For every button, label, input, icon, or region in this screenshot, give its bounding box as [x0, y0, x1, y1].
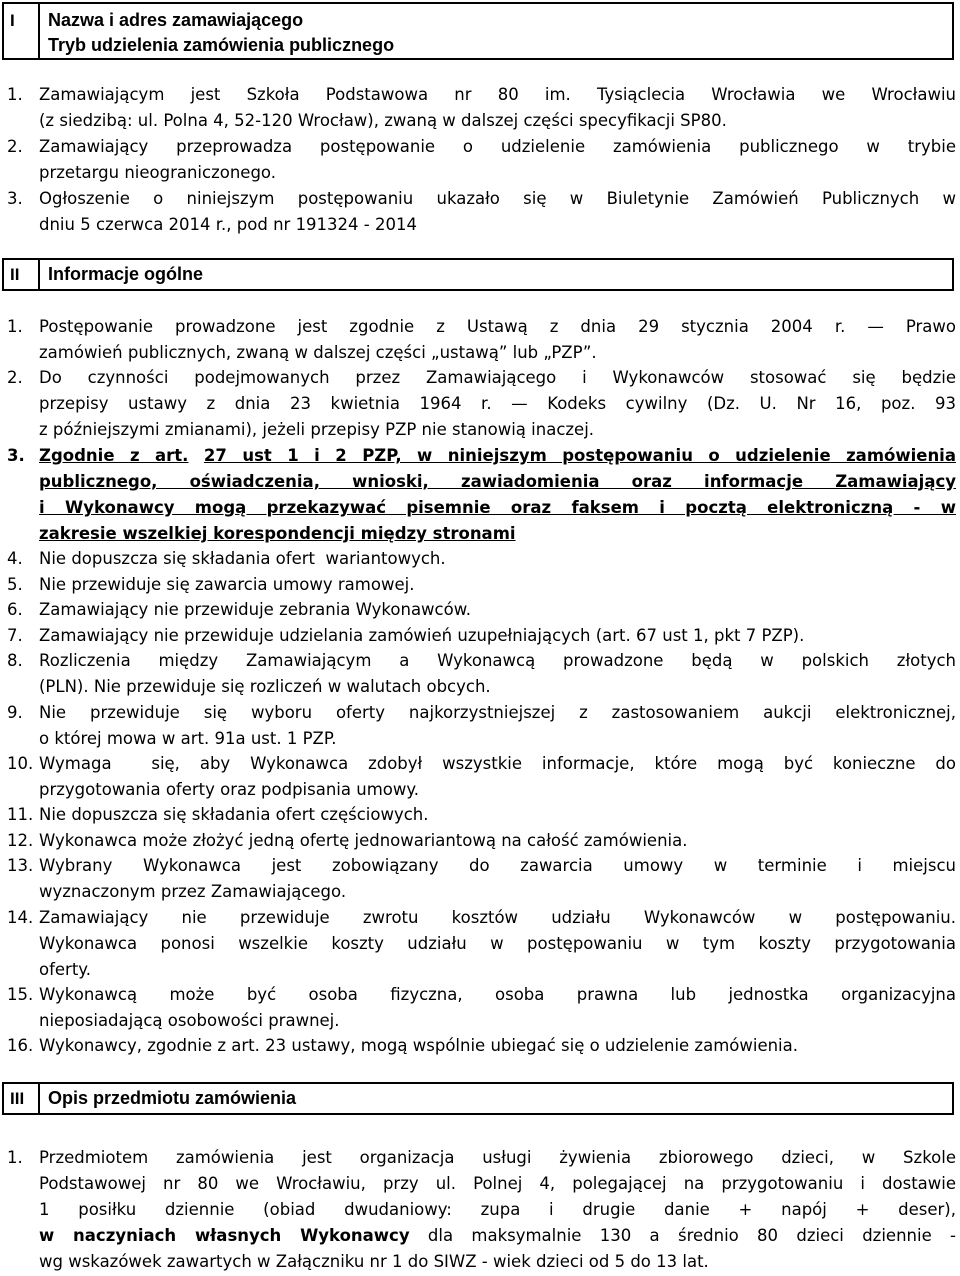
item-number: 13. [7, 856, 34, 875]
item-number: 14. [7, 908, 34, 927]
text-line: Zamawiający nie przewiduje zwrotu kosztów udziału Wykonawców w postępowaniu. [39, 908, 956, 927]
list-item [0, 623, 960, 649]
text-line: z późniejszymi zmianami), jeżeli przepisy PZP nie stanowią inaczej. [39, 420, 595, 439]
item-text [39, 1033, 960, 1059]
item-number: 4. [7, 549, 23, 568]
text-line: Nie przewiduje się wyboru oferty najkorzystniejszej z zastosowaniem aukcji elektronicznej, [39, 703, 956, 722]
text-line: Zamawiający nie przewiduje zebrania Wykonawców. [39, 600, 471, 619]
list-item [0, 905, 960, 983]
item-number: 3. [7, 189, 23, 208]
list-item [0, 1033, 960, 1059]
text-line: Rozliczenia między Zamawiającym a Wykonawcą prowadzone będą w polskich złotych [39, 651, 956, 670]
item-text [39, 546, 960, 572]
item-number: 6. [7, 600, 23, 619]
text-line: oferty. [39, 960, 91, 979]
text-line: (z siedzibą: ul. Polna 4, 52-120 Wrocław), zwaną w dalszej części specyfikacji SP80. [39, 111, 727, 130]
text-line: Zamawiający przeprowadza postępowanie o udzielenie zamówienia publicznego w trybie [39, 137, 956, 156]
text-line: przepisy ustawy z dnia 23 kwietnia 1964 r. — Kodeks cywilny (Dz. U. Nr 16, poz. 93 [39, 394, 956, 413]
text-line: Nie dopuszcza się składania ofert częściowych. [39, 805, 429, 824]
list-item [0, 828, 960, 854]
item-text [39, 597, 960, 623]
list-item [0, 572, 960, 598]
text-line: przetargu nieograniczonego. [39, 163, 276, 182]
section-header-1 [2, 2, 954, 60]
text-line: zamówień publicznych, zwaną w dalszej części „ustawą” lub „PZP”. [39, 343, 597, 362]
item-text [39, 802, 960, 828]
section-number: III [4, 1084, 40, 1113]
list-item [0, 751, 960, 803]
item-number: 3. [7, 446, 25, 465]
list-item [0, 186, 960, 238]
item-number: 9. [7, 703, 23, 722]
list-item [0, 82, 960, 134]
list-item [0, 365, 960, 443]
text-line: 27 ust 1 i 2 PZP, w niniejszym postępowaniu o udzielenie zamówienia [203, 446, 956, 465]
section-title-line: Nazwa i adres zamawiającego [48, 10, 304, 30]
text-line: Postępowanie prowadzone jest zgodnie z Ustawą z dnia 29 stycznia 2004 r. — Prawo [39, 317, 956, 336]
item-number: 2. [7, 137, 23, 156]
item-number: 12. [7, 831, 34, 850]
item-text [39, 314, 960, 366]
item-text [39, 1145, 960, 1275]
item-text [39, 365, 960, 443]
item-number: 11. [7, 805, 34, 824]
text-line: Zamawiający nie przewiduje udzielania zamówień uzupełniających (art. 67 ust 1, pkt 7 PZP). [39, 626, 805, 645]
item-number: 5. [7, 575, 23, 594]
item-text [39, 905, 960, 983]
text-line: i Wykonawcy mogą przekazywać pisemnie oraz faksem i pocztą elektroniczną - w [39, 498, 956, 517]
item-number: 15. [7, 985, 34, 1004]
item-text [39, 700, 960, 752]
list-item [0, 546, 960, 572]
item-number: 10. [7, 754, 34, 773]
text-line: 1 posiłku dziennie (obiad dwudaniowy: zupa i drugie danie + napój + deser), [39, 1200, 956, 1219]
list-item [0, 314, 960, 366]
bold-text: w naczyniach własnych Wykonawcy [39, 1226, 410, 1245]
text-line: Nie dopuszcza się składania ofert wariantowych. [39, 549, 446, 568]
item-text [39, 982, 960, 1034]
text-line: dla maksymalnie 130 a średnio 80 dzieci dziennie - [409, 1226, 956, 1245]
text-line: Wymaga się, aby Wykonawca zdobył wszystkie informacje, które mogą być konieczne do [39, 754, 956, 773]
list-item [0, 853, 960, 905]
text-line: wyznaczonym przez Zamawiającego. [39, 882, 347, 901]
item-number: 7. [7, 626, 23, 645]
item-text [39, 623, 960, 649]
section-number: I [4, 4, 40, 58]
text-line: Wybrany Wykonawca jest zobowiązany do zawarcia umowy w terminie i miejscu [39, 856, 956, 875]
item-text [39, 751, 960, 803]
item-text [39, 186, 960, 238]
text-line: wg wskazówek zawartych w Załączniku nr 1 do SIWZ - wiek dzieci od 5 do 13 lat. [39, 1252, 709, 1271]
list-item [0, 802, 960, 828]
item-text [39, 82, 960, 134]
text-line: publicznego, oświadczenia, wnioski, zawiadomienia oraz informacje Zamawiający [39, 472, 956, 491]
text-line: Przedmiotem zamówienia jest organizacja usługi żywienia zbiorowego dzieci, w Szkole [39, 1148, 956, 1167]
section-title [40, 4, 394, 58]
item-number: 16. [7, 1036, 34, 1055]
item-text [39, 443, 960, 547]
item-number: 1. [7, 317, 23, 336]
text-line: zakresie wszelkiej korespondencji między stronami [39, 524, 516, 543]
text-line: nieposiadającą osobowości prawnej. [39, 1011, 340, 1030]
text-line: (PLN). Nie przewiduje się rozliczeń w walutach obcych. [39, 677, 491, 696]
item-number: 8. [7, 651, 23, 670]
item-text [39, 572, 960, 598]
section-title: Informacje ogólne [48, 264, 204, 284]
text-line: przygotowania oferty oraz podpisania umowy. [39, 780, 420, 799]
section-title: Opis przedmiotu zamówienia [48, 1088, 297, 1108]
list-item [0, 1145, 960, 1275]
text-line: Wykonawcy, zgodnie z art. 23 ustawy, mogą wspólnie ubiegać się o udzielenie zamówienia. [39, 1036, 798, 1055]
text-line: Wykonawca może złożyć jedną ofertę jednowariantową na całość zamówienia. [39, 831, 688, 850]
section-number: II [4, 260, 40, 289]
item-number: 2. [7, 368, 23, 387]
list-item [0, 982, 960, 1034]
text-line: Wykonawcą może być osoba fizyczna, osoba prawna lub jednostka organizacyjna [39, 985, 956, 1004]
text-line: Wykonawca ponosi wszelkie koszty udziału w postępowaniu w tym koszty przygotowania [39, 934, 956, 953]
text-line: Nie przewiduje się zawarcia umowy ramowej. [39, 575, 415, 594]
text-lead: Zgodnie z art. [39, 446, 189, 465]
text-line: Zamawiającym jest Szkoła Podstawowa nr 80 im. Tysiąclecia Wrocławia we Wrocławiu [39, 85, 956, 104]
list-item [0, 597, 960, 623]
item-number: 1. [7, 85, 23, 104]
list-item [0, 134, 960, 186]
text-line: dniu 5 czerwca 2014 r., pod nr 191324 - 2014 [39, 215, 417, 234]
text-line: o której mowa w art. 91a ust. 1 PZP. [39, 729, 337, 748]
list-item [0, 700, 960, 752]
section-title-line: Tryb udzielenia zamówienia publicznego [48, 35, 395, 55]
section-header-3 [2, 1082, 954, 1115]
item-number: 1. [7, 1148, 23, 1167]
list-item [0, 443, 960, 547]
section-header-2 [2, 258, 954, 291]
text-line: Do czynności podejmowanych przez Zamawiającego i Wykonawców stosować się będzie [39, 368, 956, 387]
item-text [39, 134, 960, 186]
list-item [0, 648, 960, 700]
item-text [39, 648, 960, 700]
item-text [39, 853, 960, 905]
text-line: Ogłoszenie o niniejszym postępowaniu ukazało się w Biuletynie Zamówień Publicznych w [39, 189, 956, 208]
text-line: Podstawowej nr 80 we Wrocławiu, przy ul. Polnej 4, polegającej na przygotowaniu i dostawie [39, 1174, 956, 1193]
item-text [39, 828, 960, 854]
